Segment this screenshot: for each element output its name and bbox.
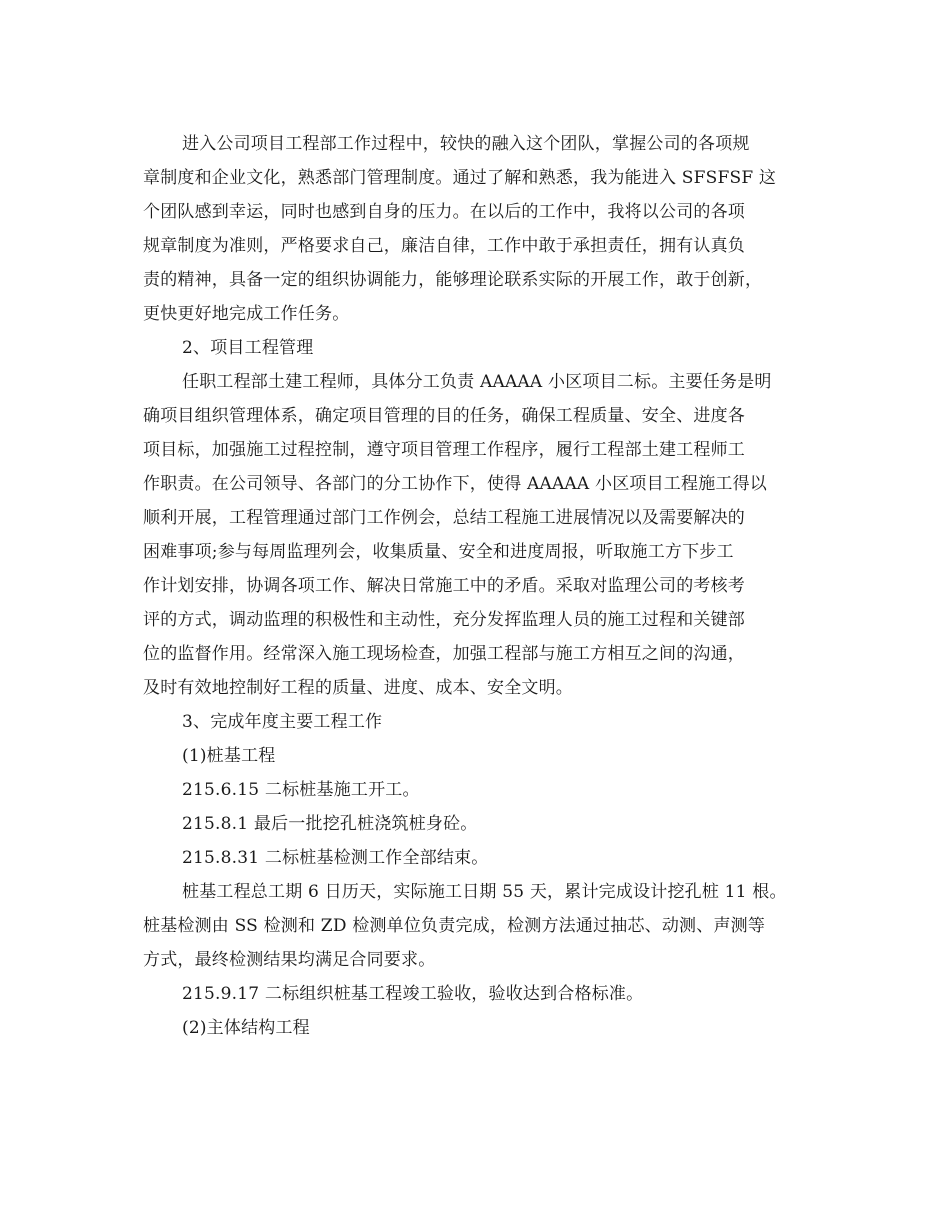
paragraph-line: 个团队感到幸运，同时也感到自身的压力。在以后的工作中，我将以公司的各项 [143,202,745,222]
paragraph-line: 作职责。在公司领导、各部门的分工协作下，使得 AAAAA 小区项目工程施工得以 [143,474,767,494]
paragraph-line: 困难事项;参与每周监理列会，收集质量、安全和进度周报，听取施工方下步工 [143,542,734,562]
paragraph-line: 任职工程部土建工程师，具体分工负责 AAAAA 小区项目二标。主要任务是明 [182,372,772,392]
paragraph-line: 215.6.15 二标桩基施工开工。 [182,780,420,800]
paragraph-line: 及时有效地控制好工程的质量、进度、成本、安全文明。 [143,678,573,698]
paragraph-line: 桩基检测由 SS 检测和 ZD 检测单位负责完成，检测方法通过抽芯、动测、声测等 [143,916,766,936]
paragraph-line: 更快更好地完成工作任务。 [143,304,350,324]
paragraph-line: 责的精神，具备一定的组织协调能力，能够理论联系实际的开展工作，敢于创新， [143,270,763,290]
paragraph-line: 评的方式，调动监理的积极性和主动性，充分发挥监理人员的施工过程和关键部 [143,610,745,630]
paragraph-line: 桩基工程总工期 6 日历天，实际施工日期 55 天，累计完成设计挖孔桩 11 根。 [182,882,787,902]
section-heading: 3、完成年度主要工程工作 [182,712,383,732]
paragraph-line: 215.8.1 最后一批挖孔桩浇筑桩身砼。 [182,814,478,834]
paragraph-line: 顺利开展，工程管理通过部门工作例会，总结工程施工进展情况以及需要解决的 [143,508,745,528]
paragraph-line: 215.9.17 二标组织桩基工程竣工验收，验收达到合格标准。 [182,984,644,1004]
paragraph-line: 位的监督作用。经常深入施工现场检查，加强工程部与施工方相互之间的沟通， [143,644,745,664]
subsection-heading: (1)桩基工程 [182,746,276,766]
paragraph-line: 进入公司项目工程部工作过程中，较快的融入这个团队，掌握公司的各项规 [182,134,750,154]
paragraph-line: 作计划安排，协调各项工作、解决日常施工中的矛盾。采取对监理公司的考核考 [143,576,745,596]
subsection-heading: (2)主体结构工程 [182,1018,310,1038]
paragraph-line: 规章制度为准则，严格要求自己，廉洁自律，工作中敢于承担责任，拥有认真负 [143,236,745,256]
paragraph-line: 215.8.31 二标桩基检测工作全部结束。 [182,848,489,868]
paragraph-line: 章制度和企业文化，熟悉部门管理制度。通过了解和熟悉，我为能进入 SFSFSF 这 [143,168,777,188]
section-heading: 2、项目工程管理 [182,338,314,358]
paragraph-line: 确项目组织管理体系，确定项目管理的目的任务，确保工程质量、安全、进度各 [143,406,745,426]
paragraph-line: 方式，最终检测结果均满足合同要求。 [143,950,436,970]
paragraph-line: 项目标，加强施工过程控制，遵守项目管理工作程序，履行工程部土建工程师工 [143,440,745,460]
